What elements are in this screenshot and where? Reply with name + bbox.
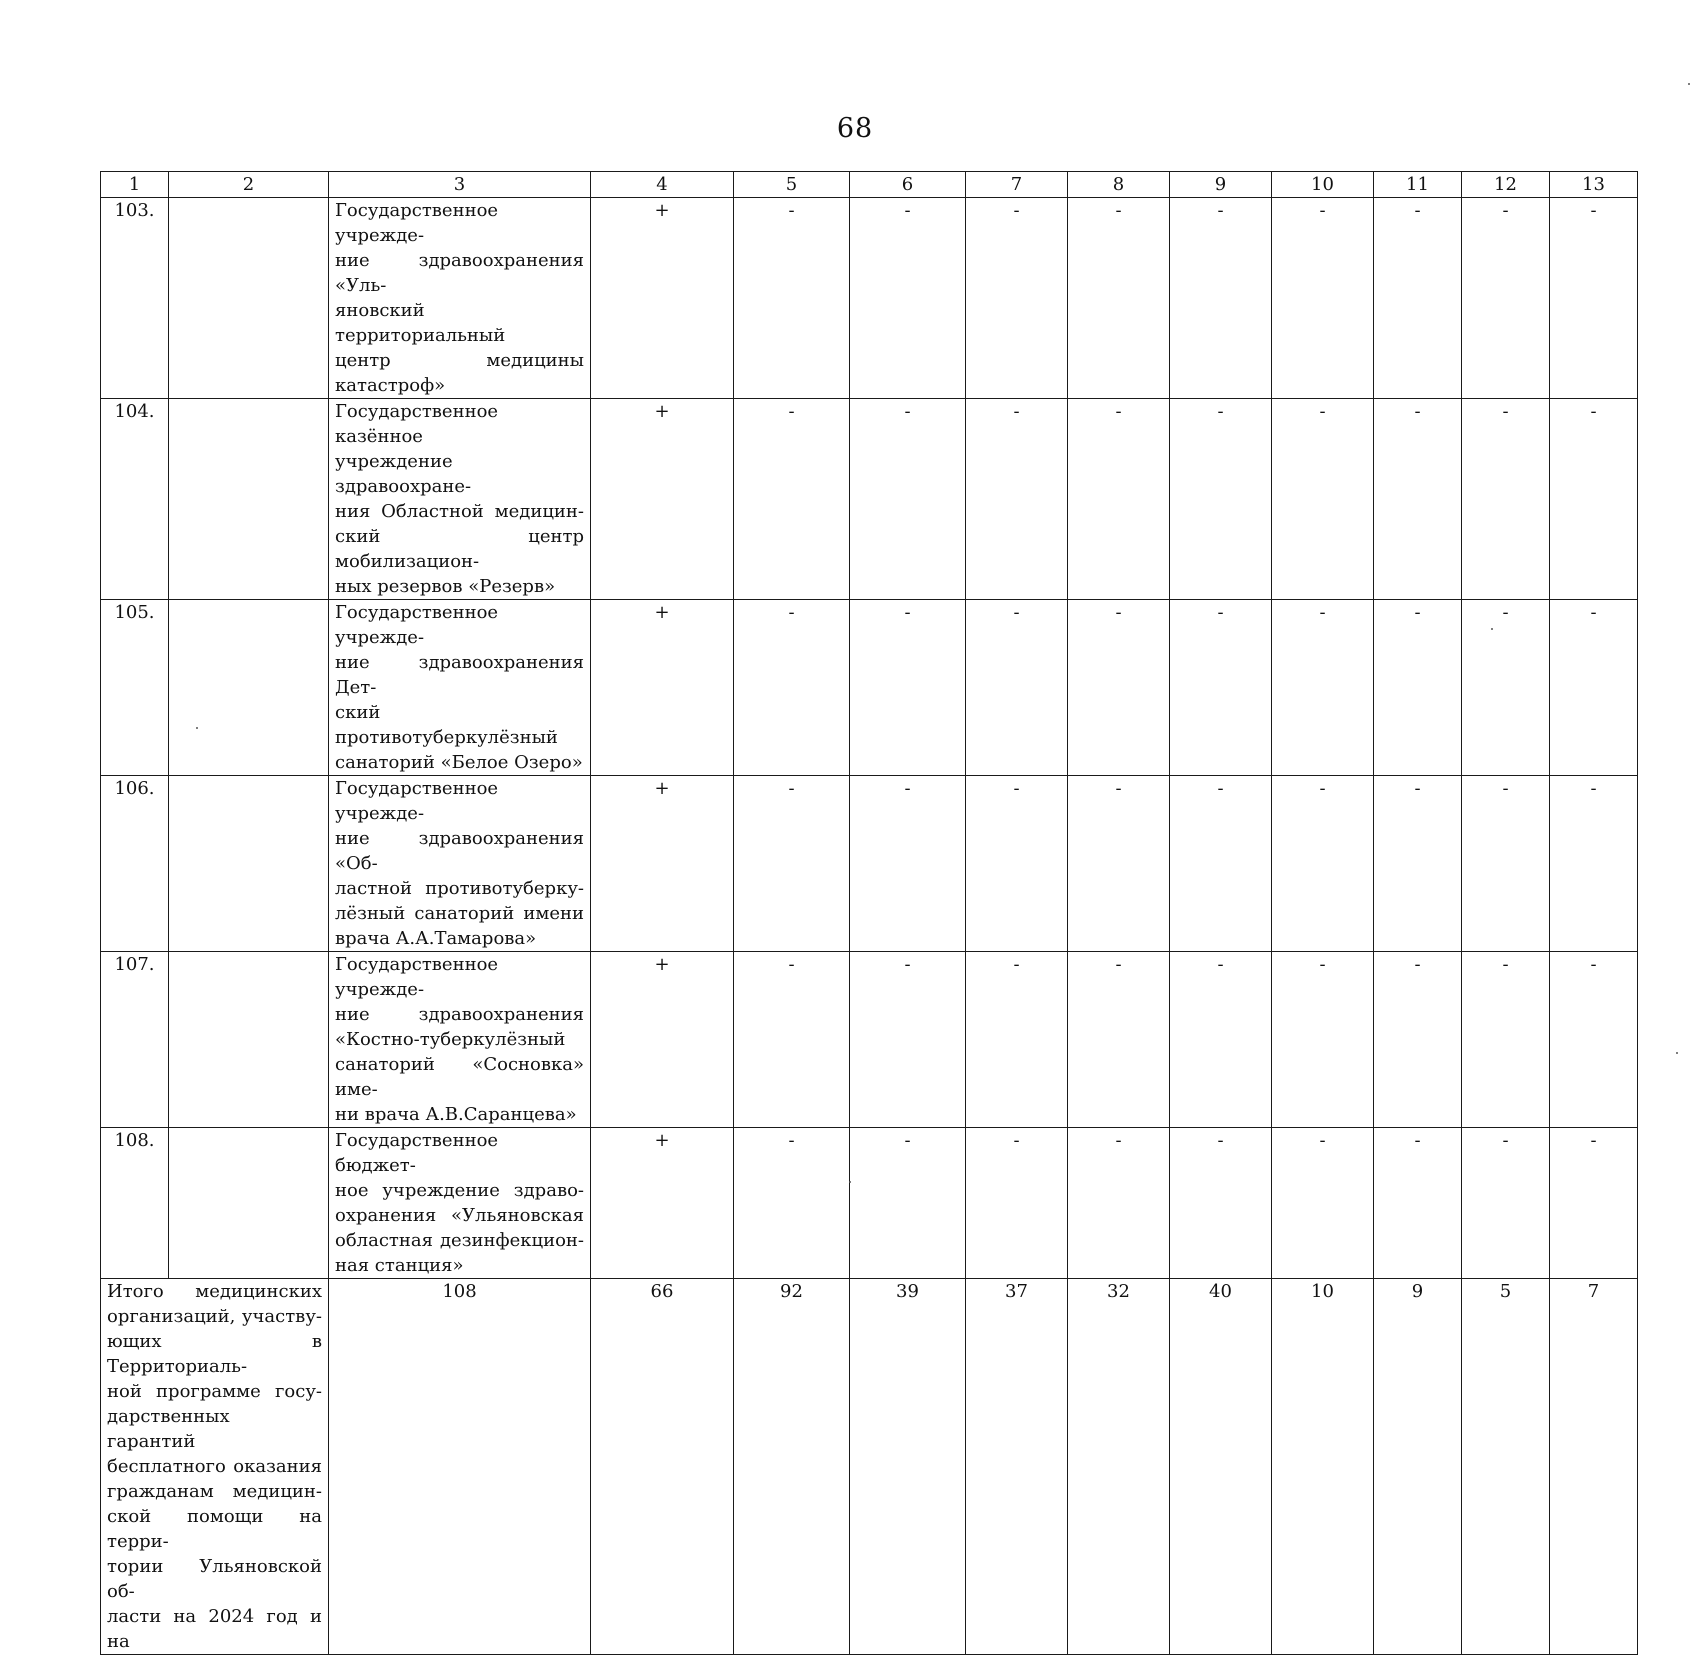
organization-name <box>329 198 591 399</box>
name-line: ние здравоохранения Дет- <box>335 652 584 698</box>
page-number: 68 <box>836 113 874 144</box>
mark-cell: - <box>1068 1128 1170 1279</box>
row-number: 106. <box>101 776 169 952</box>
total-value: 66 <box>591 1279 734 1655</box>
participation-mark: + <box>591 776 734 952</box>
table-row <box>101 399 1638 600</box>
mark-cell: - <box>1550 399 1638 600</box>
scan-speck <box>1491 628 1493 630</box>
row-code-cell <box>169 952 329 1128</box>
total-label-line: ской помощи на терри- <box>107 1506 322 1552</box>
name-line: Государственное учрежде- <box>335 200 499 246</box>
mark-cell: - <box>1170 776 1272 952</box>
header-cell: 10 <box>1272 172 1374 198</box>
name-line: областная дезинфекцион- <box>335 1230 584 1251</box>
name-line: яновский территориальный <box>335 300 506 346</box>
mark-cell: - <box>1170 952 1272 1128</box>
mark-cell: - <box>1068 399 1170 600</box>
mark-cell: - <box>850 952 966 1128</box>
total-value: 7 <box>1550 1279 1638 1655</box>
mark-cell: - <box>966 776 1068 952</box>
header-cell: 7 <box>966 172 1068 198</box>
total-label-line: ной программе госу- <box>107 1381 322 1402</box>
name-line: ная станция» <box>335 1255 464 1276</box>
table-row <box>101 952 1638 1128</box>
organization-name <box>329 399 591 600</box>
mark-cell: - <box>1170 399 1272 600</box>
mark-cell: - <box>850 198 966 399</box>
header-cell: 13 <box>1550 172 1638 198</box>
total-value: 92 <box>734 1279 850 1655</box>
total-value: 10 <box>1272 1279 1374 1655</box>
table-header-row <box>101 172 1638 198</box>
mark-cell: - <box>1068 952 1170 1128</box>
mark-cell: - <box>734 600 850 776</box>
name-line: Государственное казённое <box>335 401 499 447</box>
mark-cell: - <box>966 952 1068 1128</box>
name-line: Государственное учрежде- <box>335 602 499 648</box>
mark-cell: - <box>966 600 1068 776</box>
header-cell: 3 <box>329 172 591 198</box>
name-line: Государственное учрежде- <box>335 954 499 1000</box>
name-line: ластной противотуберку- <box>335 878 584 899</box>
table-row <box>101 600 1638 776</box>
mark-cell: - <box>966 1128 1068 1279</box>
participation-mark: + <box>591 198 734 399</box>
participation-mark: + <box>591 1128 734 1279</box>
header-cell: 12 <box>1462 172 1550 198</box>
mark-cell: - <box>1550 198 1638 399</box>
table-row <box>101 776 1638 952</box>
header-cell: 8 <box>1068 172 1170 198</box>
row-number: 105. <box>101 600 169 776</box>
name-line: центр медицины катастроф» <box>335 350 584 396</box>
name-line: лёзный санаторий имени <box>335 903 584 924</box>
total-label-line: ющих в Территориаль- <box>107 1331 322 1377</box>
mark-cell: - <box>850 600 966 776</box>
mark-cell: - <box>1170 600 1272 776</box>
header-cell: 6 <box>850 172 966 198</box>
row-code-cell <box>169 600 329 776</box>
scan-speck <box>1688 83 1690 85</box>
name-line: «Костно-туберкулёзный <box>335 1029 566 1050</box>
organization-name <box>329 776 591 952</box>
total-label-line: гражданам медицин- <box>107 1481 322 1502</box>
mark-cell: - <box>734 776 850 952</box>
total-value: 37 <box>966 1279 1068 1655</box>
mark-cell: - <box>1272 399 1374 600</box>
mark-cell: - <box>1170 198 1272 399</box>
mark-cell: - <box>850 776 966 952</box>
mark-cell: - <box>966 198 1068 399</box>
total-row <box>101 1279 1638 1655</box>
name-line: ние здравоохранения «Об- <box>335 828 584 874</box>
mark-cell: - <box>1272 952 1374 1128</box>
total-value: 32 <box>1068 1279 1170 1655</box>
mark-cell: - <box>1550 600 1638 776</box>
scan-speck <box>849 1181 851 1183</box>
mark-cell: - <box>1068 776 1170 952</box>
total-label-line: тории Ульяновской об- <box>107 1556 322 1602</box>
mark-cell: - <box>850 399 966 600</box>
organization-name <box>329 600 591 776</box>
mark-cell: - <box>1462 600 1550 776</box>
total-value: 9 <box>1374 1279 1462 1655</box>
total-label-line: организаций, участву- <box>107 1306 322 1327</box>
total-label <box>101 1279 329 1655</box>
row-code-cell <box>169 1128 329 1279</box>
mark-cell: - <box>1272 1128 1374 1279</box>
header-cell: 1 <box>101 172 169 198</box>
mark-cell: - <box>1462 952 1550 1128</box>
mark-cell: - <box>1068 198 1170 399</box>
mark-cell: - <box>1462 776 1550 952</box>
table-row <box>101 198 1638 399</box>
mark-cell: - <box>734 198 850 399</box>
mark-cell: - <box>1550 1128 1638 1279</box>
header-cell: 4 <box>591 172 734 198</box>
total-label-line: бесплатного оказания <box>107 1456 322 1477</box>
mark-cell: - <box>966 399 1068 600</box>
name-line: ский противотуберкулёзный <box>335 702 558 748</box>
name-line: санаторий «Белое Озеро» <box>335 752 583 773</box>
participation-mark: + <box>591 399 734 600</box>
mark-cell: - <box>734 952 850 1128</box>
name-line: Государственное учрежде- <box>335 778 499 824</box>
name-line: врача А.А.Тамарова» <box>335 928 537 949</box>
mark-cell: - <box>1374 198 1462 399</box>
name-line: ние здравоохранения <box>335 1004 584 1025</box>
mark-cell: - <box>1272 600 1374 776</box>
total-value: 108 <box>329 1279 591 1655</box>
mark-cell: - <box>1374 952 1462 1128</box>
organizations-table <box>100 171 1638 1655</box>
organization-name <box>329 1128 591 1279</box>
mark-cell: - <box>1272 198 1374 399</box>
mark-cell: - <box>1374 399 1462 600</box>
name-line: охранения «Ульяновская <box>335 1205 584 1226</box>
total-label-line: Итого медицинских <box>107 1281 322 1302</box>
mark-cell: - <box>1550 776 1638 952</box>
mark-cell: - <box>1068 600 1170 776</box>
row-number: 104. <box>101 399 169 600</box>
table-row <box>101 1128 1638 1279</box>
header-cell: 11 <box>1374 172 1462 198</box>
name-line: ное учреждение здраво- <box>335 1180 584 1201</box>
mark-cell: - <box>1272 776 1374 952</box>
header-cell: 5 <box>734 172 850 198</box>
row-code-cell <box>169 198 329 399</box>
name-line: санаторий «Сосновка» име- <box>335 1054 584 1100</box>
name-line: Государственное бюджет- <box>335 1130 499 1176</box>
total-value: 5 <box>1462 1279 1550 1655</box>
mark-cell: - <box>734 399 850 600</box>
total-value: 40 <box>1170 1279 1272 1655</box>
mark-cell: - <box>1374 776 1462 952</box>
mark-cell: - <box>1462 399 1550 600</box>
total-value: 39 <box>850 1279 966 1655</box>
scan-speck <box>196 727 198 729</box>
scan-speck <box>1676 1052 1678 1054</box>
row-number: 103. <box>101 198 169 399</box>
total-label-line: ласти на 2024 год и на <box>107 1606 322 1652</box>
row-code-cell <box>169 776 329 952</box>
organization-name <box>329 952 591 1128</box>
mark-cell: - <box>850 1128 966 1279</box>
row-number: 107. <box>101 952 169 1128</box>
name-line: ский центр мобилизацион- <box>335 526 584 572</box>
participation-mark: + <box>591 952 734 1128</box>
mark-cell: - <box>1170 1128 1272 1279</box>
header-cell: 9 <box>1170 172 1272 198</box>
mark-cell: - <box>1374 1128 1462 1279</box>
participation-mark: + <box>591 600 734 776</box>
mark-cell: - <box>1550 952 1638 1128</box>
total-label-line: дарственных гарантий <box>107 1406 230 1452</box>
mark-cell: - <box>1462 1128 1550 1279</box>
mark-cell: - <box>734 1128 850 1279</box>
row-number: 108. <box>101 1128 169 1279</box>
name-line: учреждение здравоохране- <box>335 451 472 497</box>
mark-cell: - <box>1374 600 1462 776</box>
row-code-cell <box>169 399 329 600</box>
name-line: ных резервов «Резерв» <box>335 576 556 597</box>
name-line: ни врача А.В.Саранцева» <box>335 1104 577 1125</box>
header-cell: 2 <box>169 172 329 198</box>
mark-cell: - <box>1462 198 1550 399</box>
name-line: ние здравоохранения «Уль- <box>335 250 584 296</box>
name-line: ния Областной медицин- <box>335 501 584 522</box>
